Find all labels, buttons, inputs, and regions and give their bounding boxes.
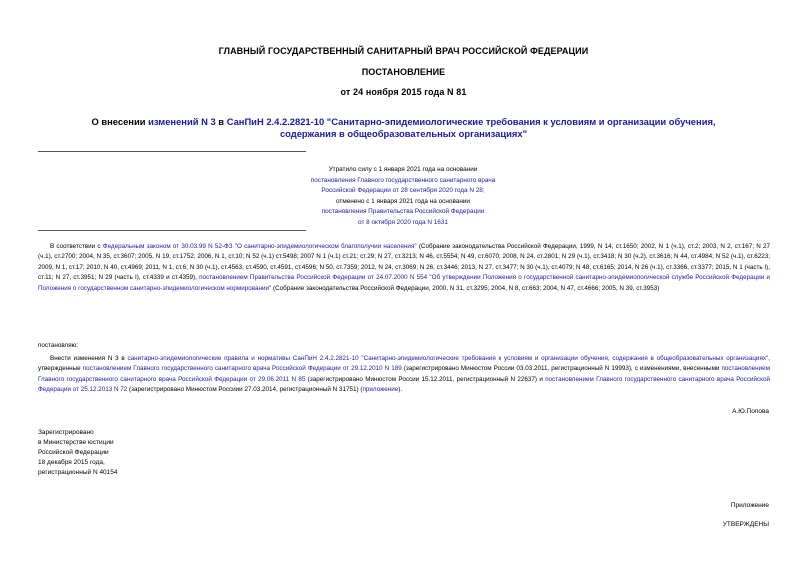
decree-85-link[interactable]: постановлением Главного государственного санитарного врача Российской Федерации от 29.06.2011 N 85 [38, 365, 771, 383]
document-type: ПОСТАНОВЛЕНИЕ [361, 67, 446, 77]
divider-bottom [38, 230, 306, 231]
issuing-authority: ГЛАВНЫЙ ГОСУДАРСТВЕННЫЙ САНИТАРНЫЙ ВРАЧ РОССИЙСКОЙ ФЕДЕРАЦИИ [218, 46, 589, 56]
registration-block [38, 428, 118, 478]
signatory-name: А.Ю.Попова [732, 408, 769, 415]
notice-link-line[interactable]: от 8 октября 2020 года N 1631 [358, 218, 448, 226]
amendment-text: (зарегистрировано Минюстом России 15.12.2011, регистрационный N 22637) и [305, 375, 546, 383]
registration-line: в Министерстве юстиции [38, 439, 114, 446]
amendment-text: ). [398, 386, 403, 394]
amendment-text: (зарегистрировано Минюстом России 03.03.2011, регистрационный N 19993), с изменениями, внесенными [401, 365, 722, 373]
notice-link-line[interactable]: постановления Правительства Российской Федерации [321, 208, 485, 215]
preamble-text: В соответствии с [50, 243, 103, 250]
appendix-label: Приложение [730, 502, 769, 509]
government-decree-link[interactable]: постановлением Правительства Российской Федерации от 24.07.2000 N 554 "Об утверждении Положения о государственной санитарно-эпидемиологической службе Российской Федерации и Положения о государственном санитарно-эпидемиологическом нормировании" [38, 274, 770, 292]
preamble-paragraph [38, 242, 770, 294]
title-prefix: О внесении [91, 116, 149, 127]
amendment-paragraph [38, 354, 770, 396]
amendment-text: Внести изменения N 3 в [50, 355, 128, 362]
appendix-link[interactable]: приложение [362, 386, 399, 394]
title-mid: в [215, 116, 227, 127]
divider-top [38, 151, 306, 152]
amendment-text: , утвержденные [38, 355, 770, 373]
notice-link-line[interactable]: Российской Федерации от 28 сентября 2020 года N 28; [321, 187, 485, 194]
preamble-text: (Собрание законодательства Российской Федерации, 2000, N 31, ст.3295; 2004, N 8, ст.663; 2004, N 47, ст.4666; 2005, N 39, ст.3953) [271, 284, 660, 292]
notice-line: Утратило силу с 1 января 2021 года на основании [328, 166, 478, 173]
decree-72-link[interactable]: постановлением Главного государственного санитарного врача Российской Федерации от 25.12.2013 N 72 [38, 375, 771, 394]
amendment-text: (зарегистрировано Минюстом Россиии 27.03.2014, регистрационный N 31751) ( [127, 386, 363, 394]
title-link-amendments[interactable]: изменений N 3 [148, 116, 216, 127]
document-date-number: от 24 ноября 2015 года N 81 [340, 87, 467, 97]
notice-line: отменено с 1 января 2021 года на основании [335, 197, 470, 205]
document-title [70, 116, 737, 140]
registration-line: 18 декабря 2015 года, [38, 459, 105, 466]
approved-label: УТВЕРЖДЕНЫ [722, 521, 769, 528]
sanpin-link[interactable]: санитарно-эпидемиологические правила и нормативы СанПиН 2.4.2.2821-10 "Санитарно-эпидемиологические требования к условиям и организации обучения, содержания в общеобразовательных организациях" [127, 355, 769, 362]
title-link-sanpin[interactable]: СанПиН 2.4.2.2821-10 "Санитарно-эпидемиологические требования к условиям и организации обучения, содержания в общеобразовательных организациях" [226, 116, 716, 139]
decree-word: постановляю: [38, 342, 79, 349]
status-notice [278, 165, 528, 228]
decree-189-link[interactable]: постановлением Главного государственного санитарного врача Российской Федерации от 29.12.2010 N 189 [82, 365, 402, 373]
notice-link-line[interactable]: постановления Главного государственного санитарного врача [310, 176, 496, 184]
registration-line: Российской Федерации [38, 449, 109, 456]
registration-line: регистрационный N 40154 [38, 469, 118, 476]
preamble-text: (Собрание законодательства Российской Федерации, 1999, N 14, ст.1650; 2002, N 1 (ч.1), ст.2; 2003, N 2, ст.167; N 27 (ч.1), ст.2700; 2004, N 35, ст.3607; 2005, N 19, ст.1752; 2006, N 1, ст.10; N 52 (ч.1) ст.5498; 2007 N 1 (ч.1) ст.21; ст.29; N 27, ст.3213; N 46, ст.5554; N 49, ст.6070; 2008, N 24, ст.2801; N 29 (ч.1), ст.3418; N 30 (ч.2), ст.3616; N 44, ст.4984; N 52 (ч.1), ст.6223; 2009, N 1, ст.17; 2010, N 40, ст.4969; 2011, N 1, ст.6; N 30 (ч.1), ст.4563, ст.4590, ст.4591, ст.4596; N 50, ст.7359; 2012, N 24, ст.3069; N 26, ст.3446; 2013, N 27, ст.3477; N 30 (ч.1), ст.4079; N 48, ст.6165; 2014, N 26 (ч.1), ст.3366, ст.3377; 2015, N 1 (часть I), ст.11; N 27, ст.3951; N 29 (часть I), ст.4339 и ст.4359), [38, 243, 770, 282]
federal-law-link[interactable]: Федеральным законом от 30.03.99 N 52-ФЗ "О санитарно-эпидемиологическом благополучии населения" [102, 243, 417, 250]
registration-line: Зарегистрировано [38, 429, 94, 436]
